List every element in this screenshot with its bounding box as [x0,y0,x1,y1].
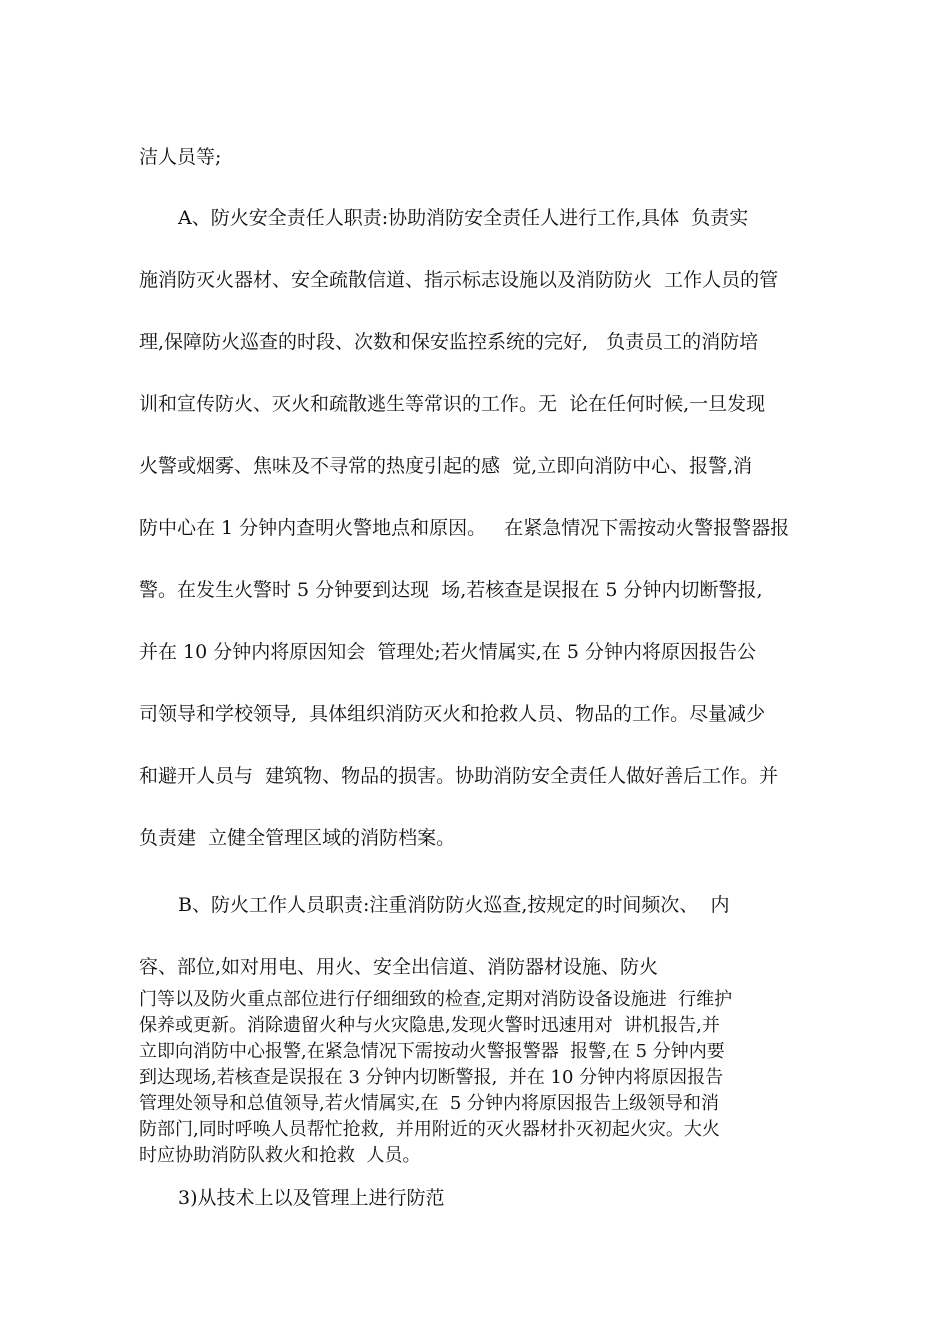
text-line-dense: 立即向消防中心报警,在紧急情况下需按动火警报警器 报警,在 5 分钟内要 [139,1041,725,1062]
text-line: B、防火工作人员职责:注重消防防火巡查,按规定的时间频次、 内 [178,894,730,916]
text-line: 理,保障防火巡查的时段、次数和保安监控系统的完好, 负责员工的消防培 [139,331,759,353]
text-line: 洁人员等; [139,146,222,168]
text-line: 司领导和学校领导, 具体组织消防灭火和抢救人员、物品的工作。尽量减少 [139,703,766,725]
text-line: 和避开人员与 建筑物、物品的损害。协助消防安全责任人做好善后工作。并 [139,765,779,787]
text-line-dense: 管理处领导和总值领导,若火情属实,在 5 分钟内将原因报告上级领导和消 [139,1093,720,1114]
text-line: 警。在发生火警时 5 分钟要到达现 场,若核查是误报在 5 分钟内切断警报, [139,579,763,601]
text-line: 防中心在 1 分钟内查明火警地点和原因。 在紧急情况下需按动火警报警器报 [139,517,790,539]
text-line: 训和宣传防火、灭火和疏散逃生等常识的工作。无 论在任何时候,一旦发现 [139,393,766,415]
section-heading: 3)从技术上以及管理上进行防范 [178,1187,445,1209]
text-line: 并在 10 分钟内将原因知会 管理处;若火情属实,在 5 分钟内将原因报告公 [139,641,756,663]
text-line-dense: 防部门,同时呼唤人员帮忙抢救, 并用附近的灭火器材扑灭初起火灾。大火 [139,1119,720,1140]
text-line: 火警或烟雾、焦味及不寻常的热度引起的感 觉,立即向消防中心、报警,消 [139,455,753,477]
text-line-dense: 门等以及防火重点部位进行仔细细致的检查,定期对消防设备设施进 行维护 [139,989,733,1010]
text-line-dense: 保养或更新。消除遗留火种与火灾隐患,发现火警时迅速用对 讲机报告,并 [139,1015,720,1036]
text-line: 施消防灭火器材、安全疏散信道、指示标志设施以及消防防火 工作人员的管 [139,269,779,291]
text-line: 容、部位,如对用电、用火、安全出信道、消防器材设施、防火 [139,956,659,978]
text-line: 负责建 立健全管理区域的消防档案。 [139,827,456,849]
text-line: A、防火安全责任人职责:协助消防安全责任人进行工作,具体 负责实 [178,207,749,229]
text-line-dense: 到达现场,若核查是误报在 3 分钟内切断警报, 并在 10 分钟内将原因报告 [139,1067,724,1088]
text-line-dense: 时应协助消防队救火和抢救 人员。 [139,1145,421,1166]
